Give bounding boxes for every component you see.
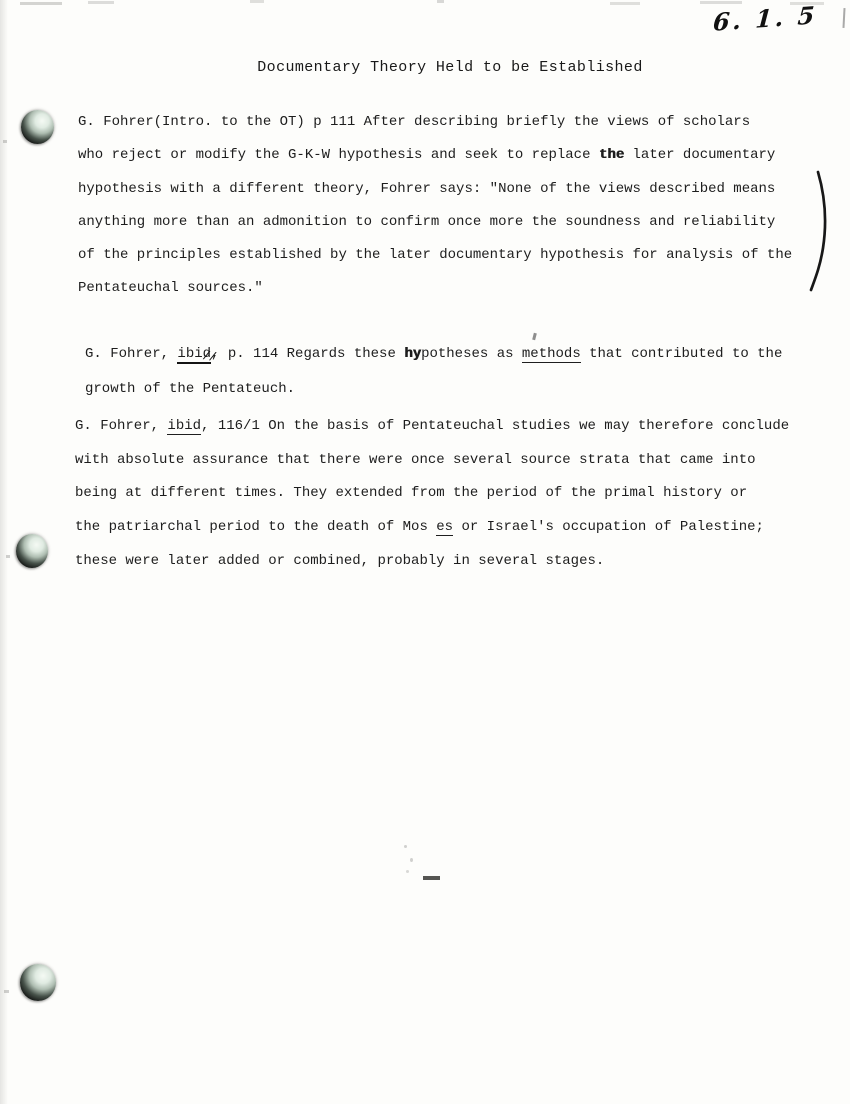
scan-smudge xyxy=(88,1,114,4)
text-line xyxy=(85,337,782,372)
emphasized-text: es xyxy=(436,519,454,536)
scan-smudge xyxy=(3,140,7,143)
scan-smudge xyxy=(410,858,413,862)
text-segment: that contributed to the xyxy=(580,346,783,362)
text-segment: of the principles established by the later documentary hypothesis for analysis of the xyxy=(78,247,793,264)
text-segment: or Israel's occupation of Palestine; xyxy=(453,519,764,536)
text-line xyxy=(78,106,792,139)
text-segment: the patriarchal period to the death of Mos xyxy=(75,519,437,536)
text-segment: , 116/1 On the basis of Pentateuchal studies we may therefore conclude xyxy=(201,418,790,434)
text-segment: later documentary xyxy=(624,147,776,164)
text-segment: growth of the Pentateuch. xyxy=(85,380,296,397)
text-segment: being at different times. They extended from the period of the primal history or xyxy=(75,485,748,502)
text-line xyxy=(78,139,792,172)
emphasized-text: ibid ∕∕ xyxy=(177,346,211,364)
scan-smudge xyxy=(406,870,409,873)
hole-punch-bottom xyxy=(20,964,56,1001)
paragraph-fohrer-ibid-116-1 xyxy=(75,410,789,579)
text-line xyxy=(75,545,789,579)
text-line xyxy=(75,444,789,478)
hole-punch-middle xyxy=(16,534,48,568)
emphasized-text: hy xyxy=(404,346,422,362)
scan-edge-mark xyxy=(842,8,845,28)
text-segment: G. Fohrer, xyxy=(85,346,178,362)
scan-smudge xyxy=(700,1,742,4)
text-segment: who reject or modify the G-K-W hypothesis and seek to replace xyxy=(78,147,599,164)
text-segment: with absolute assurance that there were once several source strata that came into xyxy=(75,451,756,468)
margin-bracket-mark xyxy=(798,164,842,298)
text-line xyxy=(75,511,789,545)
scan-smudge xyxy=(4,990,9,993)
hole-punch-top xyxy=(21,110,54,144)
emphasized-text: ibid xyxy=(167,418,202,434)
scan-smudge xyxy=(610,2,640,5)
text-segment: hypothesis with a different theory, Fohrer says: "None of the views described means xyxy=(78,180,776,197)
text-line xyxy=(78,206,792,239)
text-segment: these were later added or combined, probably in several stages. xyxy=(75,552,605,569)
text-segment: G. Fohrer(Intro. to the OT) p 111 After describing briefly the views of scholars xyxy=(78,114,751,130)
text-segment: G. Fohrer, xyxy=(75,418,168,434)
text-segment: , p. 114 Regards these xyxy=(211,346,405,362)
text-segment: potheses as xyxy=(421,346,522,362)
scan-smudge xyxy=(20,2,62,5)
text-line xyxy=(78,239,792,272)
text-line xyxy=(78,173,792,206)
text-segment: Pentateuchal sources." xyxy=(78,280,263,297)
text-segment: anything more than an admonition to confirm once more the soundness and reliability xyxy=(78,213,776,230)
text-line xyxy=(78,272,792,305)
paragraph-fohrer-intro-p111 xyxy=(78,106,792,306)
emphasized-text: the xyxy=(598,147,625,164)
handwritten-page-number: 6. 1. 5 xyxy=(712,0,819,37)
emphasized-text: methods xyxy=(521,346,581,362)
paragraph-fohrer-ibid-p114 xyxy=(85,337,782,406)
scan-smudge xyxy=(6,555,10,558)
scan-smudge xyxy=(250,0,264,3)
scan-smudge xyxy=(404,845,407,848)
scan-smudge xyxy=(423,876,440,880)
scan-edge-shadow xyxy=(0,0,8,1104)
text-line xyxy=(75,477,789,511)
text-line xyxy=(85,372,782,407)
scan-smudge xyxy=(437,0,444,3)
text-line xyxy=(75,410,789,444)
page-title: Documentary Theory Held to be Established xyxy=(257,59,643,76)
